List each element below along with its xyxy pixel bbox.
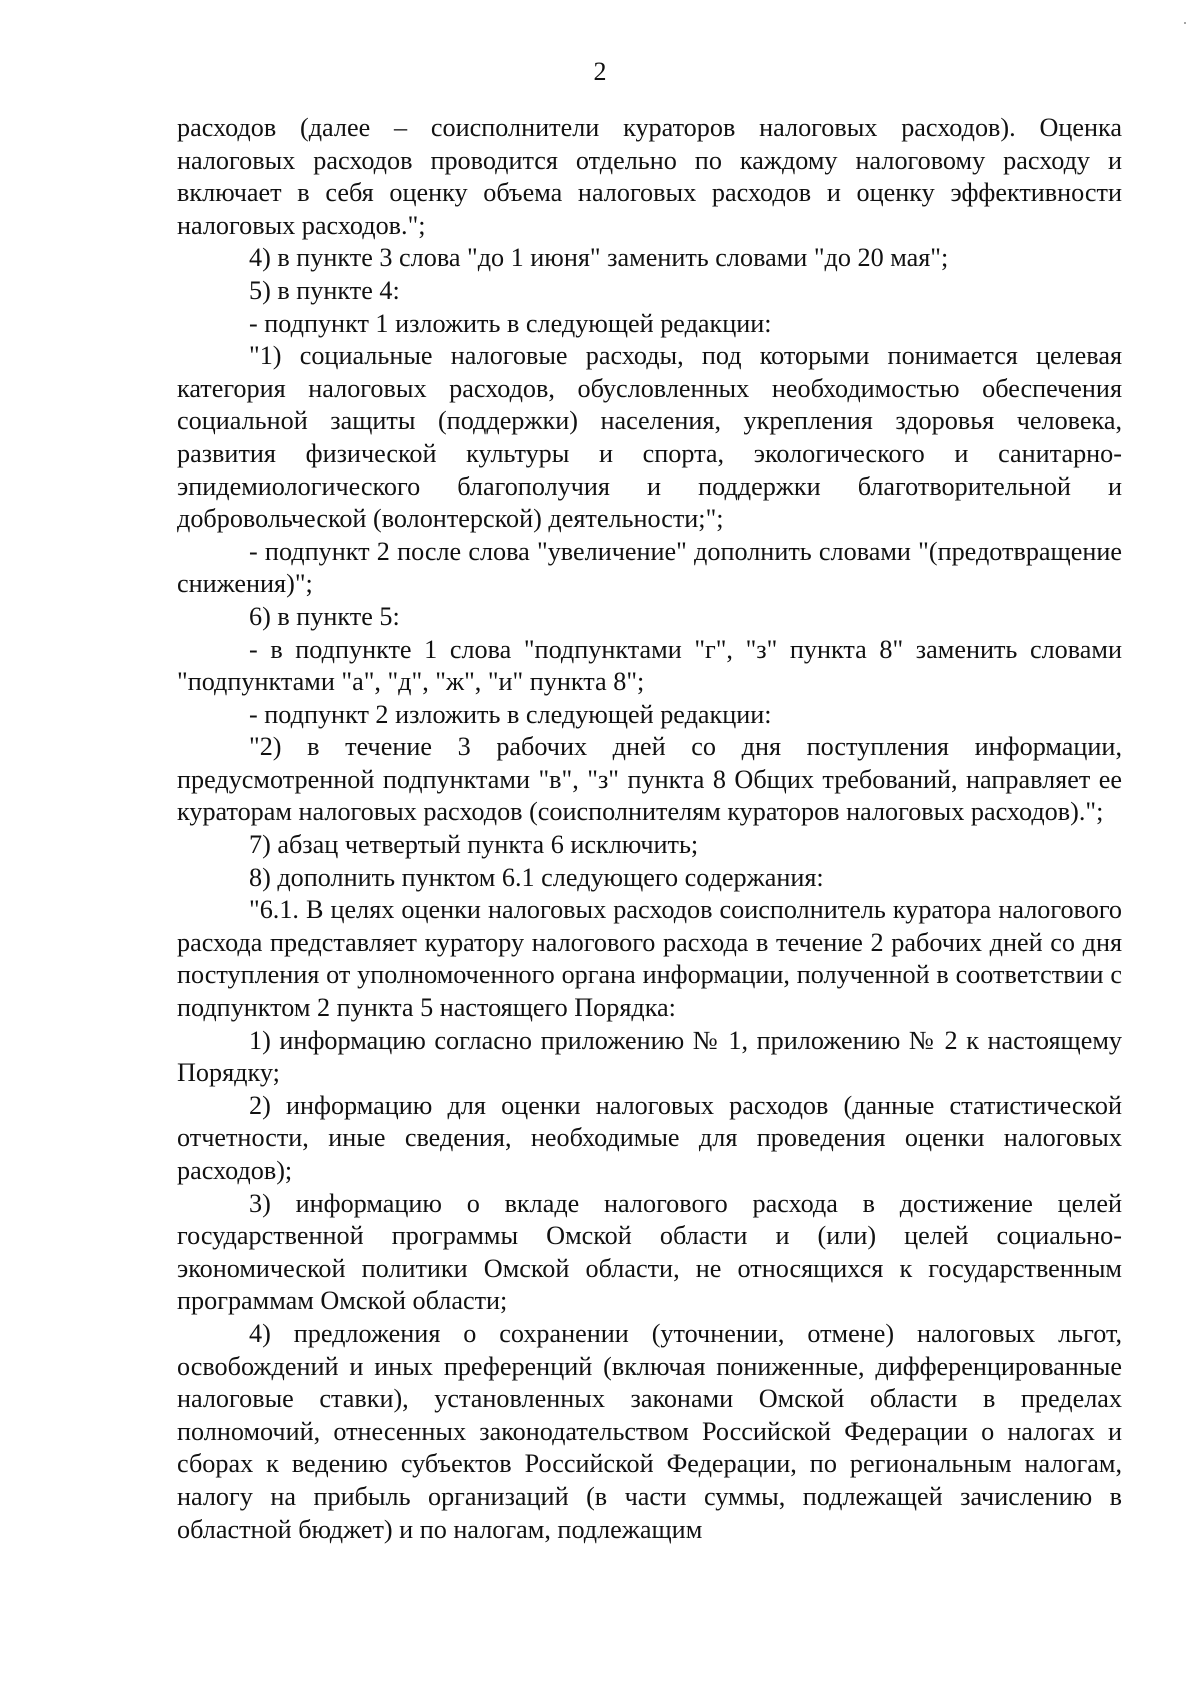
paragraph: "6.1. В целях оценки налоговых расходов соисполнитель куратора налогового расхода представляет куратору налогового расхода в течение 2 рабочих дней со дня поступления от уполномоченного органа информации, полученной в соответствии с подпунктом 2 пункта 5 настоящего Порядка: xyxy=(177,895,1122,1023)
paragraph: 3) информацию о вкладе налогового расхода в достижение целей государственной программы Омской области и (или) целей социально-экономической политики Омской области, не относящихся к государственным программам Омской области; xyxy=(177,1188,1122,1316)
paragraph: "2) в течение 3 рабочих дней со дня поступления информации, предусмотренной подпунктами "в", "з" пункта 8 Общих требований, направляет ее кураторам налоговых расходов (соисполнителям кураторов налоговых расходов)."; xyxy=(177,732,1122,827)
paragraph: 8) дополнить пунктом 6.1 следующего содержания: xyxy=(249,862,824,892)
scan-speck xyxy=(1184,22,1186,24)
paragraph: 1) информацию согласно приложению № 1, приложению № 2 к настоящему Порядку; xyxy=(177,1025,1122,1088)
document-body xyxy=(177,112,1122,1546)
paragraph: "1) социальные налоговые расходы, под которыми понимается целевая категория налоговых расходов, обусловленных необходимостью обеспечения социальной защиты (поддержки) населения, укрепления здоровья человека, развития физической культуры и спорта, экологического и санитарно-эпидемиологического благополучия и поддержки благотворительной и добровольческой (волонтерской) деятельности;"; xyxy=(177,341,1122,534)
paragraph: расходов (далее – соисполнители кураторов налоговых расходов). Оценка налоговых расходов проводится отдельно по каждому налоговому расходу и включает в себя оценку объема налоговых расходов и оценку эффективности налоговых расходов."; xyxy=(177,113,1122,240)
paragraph: - подпункт 2 после слова "увеличение" дополнить словами "(предотвращение снижения)"; xyxy=(177,536,1122,599)
paragraph: 4) предложения о сохранении (уточнении, отмене) налоговых льгот, освобождений и иных преференций (включая пониженные, дифференцированные налоговые ставки), установленных законами Омской области в пределах полномочий, отнесенных законодательством Российской Федерации о налогах и сборах к ведению субъектов Российской Федерации, по региональным налогам, налогу на прибыль организаций (в части суммы, подлежащей зачислению в областной бюджет) и по налогам, подлежащим xyxy=(177,1318,1122,1544)
paragraph: - подпункт 2 изложить в следующей редакции: xyxy=(249,699,772,729)
paragraph: 7) абзац четвертый пункта 6 исключить; xyxy=(249,830,699,860)
paragraph: 4) в пункте 3 слова "до 1 июня" заменить словами "до 20 мая"; xyxy=(249,243,949,273)
paragraph: - в подпункте 1 слова "подпунктами "г", "з" пункта 8" заменить словами "подпунктами "а", "д", "ж", "и" пункта 8"; xyxy=(177,634,1122,697)
paragraph: - подпункт 1 изложить в следующей редакции: xyxy=(249,308,772,338)
paragraph: 5) в пункте 4: xyxy=(249,275,400,305)
paragraph: 6) в пункте 5: xyxy=(249,601,400,631)
paragraph: 2) информацию для оценки налоговых расходов (данные статистической отчетности, иные сведения, необходимые для проведения оценки налоговых расходов); xyxy=(177,1090,1122,1185)
page-number: 2 xyxy=(593,57,607,86)
